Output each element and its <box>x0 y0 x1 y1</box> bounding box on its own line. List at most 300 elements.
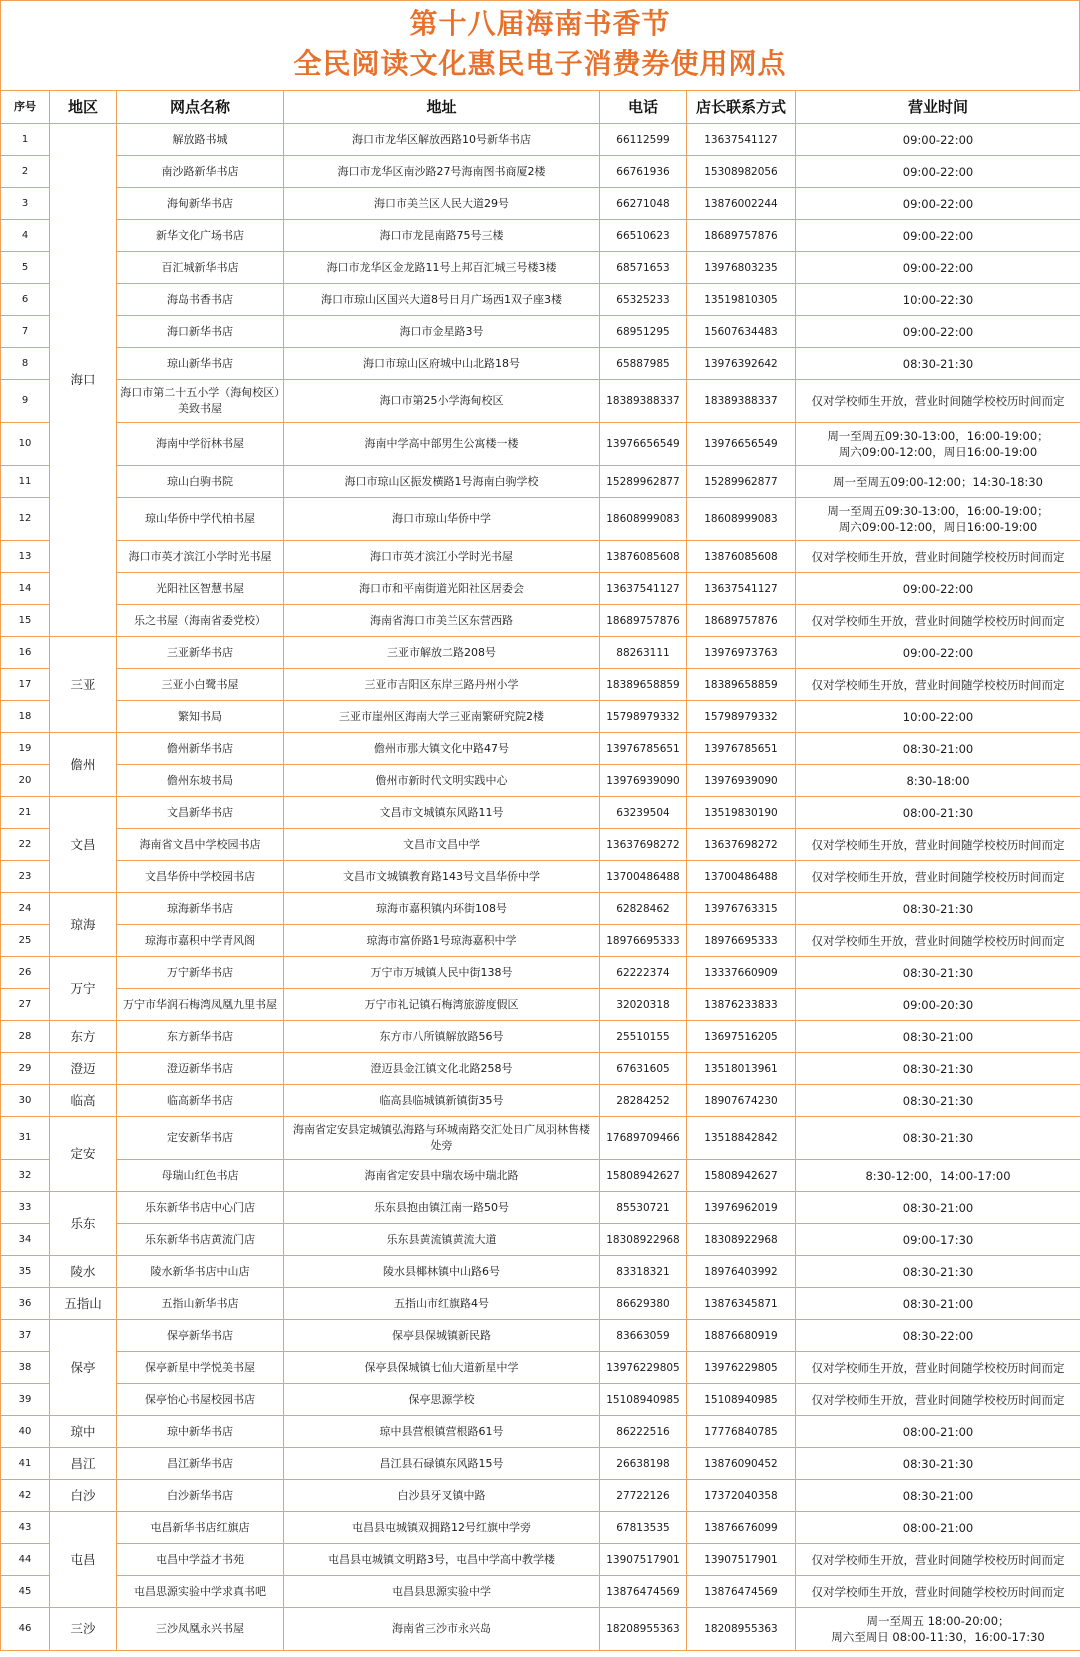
manager-contact: 13637541127 <box>687 573 796 605</box>
header-manager-contact: 店长联系方式 <box>687 91 796 124</box>
outlet-address: 海南省定安县中瑞农场中瑞北路 <box>284 1160 600 1192</box>
row-index: 36 <box>1 1288 50 1320</box>
opening-hours: 08:00-21:00 <box>796 1512 1080 1544</box>
row-index: 3 <box>1 188 50 220</box>
outlet-name: 琼海新华书店 <box>117 893 284 925</box>
outlet-name: 乐东新华书店中心门店 <box>117 1192 284 1224</box>
outlet-phone: 13637698272 <box>600 829 687 861</box>
table-row <box>1 1608 1080 1651</box>
opening-hours: 08:30-21:30 <box>796 1448 1080 1480</box>
outlet-address: 三亚市解放二路208号 <box>284 637 600 669</box>
outlet-address: 文昌市文昌中学 <box>284 829 600 861</box>
table-row <box>1 348 1080 380</box>
region-cell: 万宁 <box>50 957 117 1021</box>
outlet-address: 海口市龙华区解放西路10号新华书店 <box>284 124 600 156</box>
manager-contact: 13876474569 <box>687 1576 796 1608</box>
manager-contact: 13976229805 <box>687 1352 796 1384</box>
outlet-phone: 63239504 <box>600 797 687 829</box>
opening-hours-line: 周六09:00-12:00，周日16:00-19:00 <box>838 520 1038 534</box>
opening-hours: 08:30-21:00 <box>796 1288 1080 1320</box>
outlets-table <box>0 90 1080 1651</box>
manager-contact: 13700486488 <box>687 861 796 893</box>
outlet-phone: 85530721 <box>600 1192 687 1224</box>
table-row <box>1 284 1080 316</box>
outlet-name: 保亭新华书店 <box>117 1320 284 1352</box>
opening-hours: 仅对学校师生开放，营业时间随学校校历时间而定 <box>796 541 1080 573</box>
row-index: 46 <box>1 1608 50 1651</box>
table-row <box>1 1448 1080 1480</box>
opening-hours-line: 周一至周五09:30-13:00，16:00-19:00； <box>827 504 1049 518</box>
opening-hours-line: 周六09:00-12:00，周日16:00-19:00 <box>838 445 1038 459</box>
outlet-phone: 18208955363 <box>600 1608 687 1651</box>
manager-contact: 18976695333 <box>687 925 796 957</box>
table-row <box>1 701 1080 733</box>
outlet-name: 海口市英才滨江小学时光书屋 <box>117 541 284 573</box>
opening-hours-line: 周一至周五09:30-13:00，16:00-19:00； <box>827 429 1049 443</box>
opening-hours: 仅对学校师生开放，营业时间随学校校历时间而定 <box>796 1544 1080 1576</box>
outlet-phone: 17689709466 <box>600 1117 687 1160</box>
region-cell: 琼海 <box>50 893 117 957</box>
manager-contact: 15808942627 <box>687 1160 796 1192</box>
outlet-phone: 65887985 <box>600 348 687 380</box>
manager-contact: 13876345871 <box>687 1288 796 1320</box>
outlet-name: 海口市第二十五小学（海甸校区）美致书屋 <box>117 380 284 423</box>
outlet-address: 临高县临城镇新镇街35号 <box>284 1085 600 1117</box>
table-row <box>1 380 1080 423</box>
manager-contact: 18876680919 <box>687 1320 796 1352</box>
region-cell: 文昌 <box>50 797 117 893</box>
table-row <box>1 1512 1080 1544</box>
table-row <box>1 573 1080 605</box>
outlet-phone: 13976229805 <box>600 1352 687 1384</box>
table-row <box>1 1256 1080 1288</box>
table-row <box>1 957 1080 989</box>
opening-hours: 09:00-22:00 <box>796 124 1080 156</box>
outlet-name: 新华文化广场书店 <box>117 220 284 252</box>
manager-contact: 13876233833 <box>687 989 796 1021</box>
manager-contact: 13337660909 <box>687 957 796 989</box>
manager-contact: 18689757876 <box>687 220 796 252</box>
outlet-name: 繁知书局 <box>117 701 284 733</box>
table-row <box>1 466 1080 498</box>
manager-contact: 15798979332 <box>687 701 796 733</box>
row-index: 4 <box>1 220 50 252</box>
row-index: 16 <box>1 637 50 669</box>
table-row <box>1 498 1080 541</box>
outlet-phone: 13907517901 <box>600 1544 687 1576</box>
opening-hours: 09:00-22:00 <box>796 188 1080 220</box>
row-index: 45 <box>1 1576 50 1608</box>
outlet-name: 母瑞山红色书店 <box>117 1160 284 1192</box>
outlet-phone: 66510623 <box>600 220 687 252</box>
outlet-address: 海口市和平南街道光阳社区居委会 <box>284 573 600 605</box>
table-row <box>1 1288 1080 1320</box>
outlet-address: 万宁市礼记镇石梅湾旅游度假区 <box>284 989 600 1021</box>
outlet-phone: 83318321 <box>600 1256 687 1288</box>
row-index: 8 <box>1 348 50 380</box>
outlet-phone: 13637541127 <box>600 573 687 605</box>
title-line-2: 全民阅读文化惠民电子消费券使用网点 <box>293 47 787 80</box>
region-cell: 东方 <box>50 1021 117 1053</box>
table-row <box>1 1544 1080 1576</box>
outlet-address: 儋州市那大镇文化中路47号 <box>284 733 600 765</box>
table-row <box>1 605 1080 637</box>
outlet-address: 海口市龙华区金龙路11号上邦百汇城三号楼3楼 <box>284 252 600 284</box>
header-index: 序号 <box>1 91 50 124</box>
outlet-name: 东方新华书店 <box>117 1021 284 1053</box>
opening-hours: 仅对学校师生开放，营业时间随学校校历时间而定 <box>796 380 1080 423</box>
manager-contact: 13518013961 <box>687 1053 796 1085</box>
outlet-address: 文昌市文城镇教育路143号文昌华侨中学 <box>284 861 600 893</box>
opening-hours: 08:30-21:30 <box>796 957 1080 989</box>
header-opening-hours: 营业时间 <box>796 91 1080 124</box>
manager-contact: 13518842842 <box>687 1117 796 1160</box>
outlet-name: 万宁新华书店 <box>117 957 284 989</box>
outlet-name: 昌江新华书店 <box>117 1448 284 1480</box>
outlet-address: 海南中学高中部男生公寓楼一楼 <box>284 423 600 466</box>
outlet-phone: 68571653 <box>600 252 687 284</box>
outlet-phone: 13700486488 <box>600 861 687 893</box>
opening-hours: 09:00-22:00 <box>796 573 1080 605</box>
table-row <box>1 1117 1080 1160</box>
outlet-name: 海南中学衍林书屋 <box>117 423 284 466</box>
outlet-name: 解放路书城 <box>117 124 284 156</box>
opening-hours: 08:00-21:30 <box>796 797 1080 829</box>
opening-hours: 09:00-20:30 <box>796 989 1080 1021</box>
row-index: 15 <box>1 605 50 637</box>
manager-contact: 13697516205 <box>687 1021 796 1053</box>
outlet-address: 保亭县保城镇七仙大道新星中学 <box>284 1352 600 1384</box>
outlet-name: 白沙新华书店 <box>117 1480 284 1512</box>
outlet-name: 保亭新星中学悦美书屋 <box>117 1352 284 1384</box>
outlet-phone: 28284252 <box>600 1085 687 1117</box>
manager-contact: 15308982056 <box>687 156 796 188</box>
outlet-name: 海口新华书店 <box>117 316 284 348</box>
opening-hours: 08:30-21:30 <box>796 1117 1080 1160</box>
manager-contact: 13876085608 <box>687 541 796 573</box>
title-block <box>0 0 1080 90</box>
opening-hours: 09:00-22:00 <box>796 316 1080 348</box>
outlet-address: 屯昌县思源实验中学 <box>284 1576 600 1608</box>
manager-contact: 18907674230 <box>687 1085 796 1117</box>
row-index: 41 <box>1 1448 50 1480</box>
region-cell: 琼中 <box>50 1416 117 1448</box>
outlet-phone: 13976785651 <box>600 733 687 765</box>
manager-contact: 13637698272 <box>687 829 796 861</box>
outlet-phone: 68951295 <box>600 316 687 348</box>
manager-contact: 13876676099 <box>687 1512 796 1544</box>
row-index: 1 <box>1 124 50 156</box>
table-row <box>1 925 1080 957</box>
outlet-address: 琼中县营根镇营根路61号 <box>284 1416 600 1448</box>
outlet-phone: 66271048 <box>600 188 687 220</box>
outlet-address: 儋州市新时代文明实践中心 <box>284 765 600 797</box>
header-row <box>1 91 1080 124</box>
opening-hours: 08:30-21:30 <box>796 348 1080 380</box>
manager-contact: 17776840785 <box>687 1416 796 1448</box>
manager-contact: 13876090452 <box>687 1448 796 1480</box>
header-address: 地址 <box>284 91 600 124</box>
table-row <box>1 541 1080 573</box>
table-row <box>1 1160 1080 1192</box>
manager-contact: 15289962877 <box>687 466 796 498</box>
outlet-address: 保亭县保城镇新民路 <box>284 1320 600 1352</box>
table-row <box>1 1352 1080 1384</box>
outlet-address: 海口市金星路3号 <box>284 316 600 348</box>
outlet-phone: 66761936 <box>600 156 687 188</box>
row-index: 39 <box>1 1384 50 1416</box>
outlet-address: 屯昌县屯城镇文明路3号，屯昌中学高中教学楼 <box>284 1544 600 1576</box>
region-cell: 定安 <box>50 1117 117 1192</box>
opening-hours: 09:00-22:00 <box>796 220 1080 252</box>
outlet-address: 海口市琼山华侨中学 <box>284 498 600 541</box>
table-row <box>1 829 1080 861</box>
opening-hours-line: 周一至周五 18:00-20:00； <box>866 1614 1010 1628</box>
row-index: 9 <box>1 380 50 423</box>
row-index: 37 <box>1 1320 50 1352</box>
region-cell: 三亚 <box>50 637 117 733</box>
outlet-address: 昌江县石碌镇东风路15号 <box>284 1448 600 1480</box>
outlet-name: 文昌新华书店 <box>117 797 284 829</box>
table-row <box>1 989 1080 1021</box>
manager-contact: 13907517901 <box>687 1544 796 1576</box>
outlets-table-body <box>1 124 1080 1651</box>
outlet-address: 澄迈县金江镇文化北路258号 <box>284 1053 600 1085</box>
outlet-phone: 65325233 <box>600 284 687 316</box>
outlet-name: 五指山新华书店 <box>117 1288 284 1320</box>
opening-hours: 仅对学校师生开放，营业时间随学校校历时间而定 <box>796 1576 1080 1608</box>
manager-contact: 17372040358 <box>687 1480 796 1512</box>
table-row <box>1 1416 1080 1448</box>
table-row <box>1 423 1080 466</box>
manager-contact: 13976973763 <box>687 637 796 669</box>
outlet-address: 三亚市崖州区海南大学三亚南繁研究院2楼 <box>284 701 600 733</box>
opening-hours: 仅对学校师生开放，营业时间随学校校历时间而定 <box>796 861 1080 893</box>
row-index: 6 <box>1 284 50 316</box>
outlet-address: 东方市八所镇解放路56号 <box>284 1021 600 1053</box>
outlet-name: 保亭怡心书屋校园书店 <box>117 1384 284 1416</box>
outlet-address: 屯昌县屯城镇双拥路12号红旗中学旁 <box>284 1512 600 1544</box>
table-row <box>1 637 1080 669</box>
region-cell: 白沙 <box>50 1480 117 1512</box>
opening-hours: 09:00-22:00 <box>796 252 1080 284</box>
table-row <box>1 124 1080 156</box>
outlet-address: 海口市美兰区人民大道29号 <box>284 188 600 220</box>
table-row <box>1 893 1080 925</box>
table-row <box>1 1021 1080 1053</box>
outlet-name: 琼山华侨中学代柏书屋 <box>117 498 284 541</box>
outlet-name: 光阳社区智慧书屋 <box>117 573 284 605</box>
outlet-phone: 32020318 <box>600 989 687 1021</box>
opening-hours <box>796 1608 1080 1651</box>
outlet-phone: 18608999083 <box>600 498 687 541</box>
table-row <box>1 188 1080 220</box>
row-index: 32 <box>1 1160 50 1192</box>
manager-contact: 15108940985 <box>687 1384 796 1416</box>
opening-hours-line: 周六至周日 08:00-11:30，16:00-17:30 <box>831 1630 1045 1644</box>
manager-contact: 13976803235 <box>687 252 796 284</box>
region-cell: 澄迈 <box>50 1053 117 1085</box>
opening-hours <box>796 423 1080 466</box>
row-index: 2 <box>1 156 50 188</box>
row-index: 14 <box>1 573 50 605</box>
row-index: 7 <box>1 316 50 348</box>
manager-contact: 13976939090 <box>687 765 796 797</box>
outlet-address: 海口市琼山区府城中山北路18号 <box>284 348 600 380</box>
table-row <box>1 797 1080 829</box>
outlet-name: 琼山白驹书院 <box>117 466 284 498</box>
outlet-phone: 86629380 <box>600 1288 687 1320</box>
row-index: 12 <box>1 498 50 541</box>
table-row <box>1 861 1080 893</box>
outlet-address: 琼海市富侨路1号琼海嘉积中学 <box>284 925 600 957</box>
outlet-phone: 13876474569 <box>600 1576 687 1608</box>
opening-hours: 08:30-21:00 <box>796 1480 1080 1512</box>
opening-hours: 仅对学校师生开放，营业时间随学校校历时间而定 <box>796 1384 1080 1416</box>
row-index: 30 <box>1 1085 50 1117</box>
outlet-name: 陵水新华书店中山店 <box>117 1256 284 1288</box>
manager-contact: 13976763315 <box>687 893 796 925</box>
outlet-name: 琼海市嘉积中学青风阁 <box>117 925 284 957</box>
row-index: 18 <box>1 701 50 733</box>
outlet-address: 五指山市红旗路4号 <box>284 1288 600 1320</box>
row-index: 38 <box>1 1352 50 1384</box>
outlet-address: 陵水县椰林镇中山路6号 <box>284 1256 600 1288</box>
outlet-name: 百汇城新华书店 <box>117 252 284 284</box>
manager-contact: 18608999083 <box>687 498 796 541</box>
region-cell: 昌江 <box>50 1448 117 1480</box>
opening-hours: 08:30-21:00 <box>796 1192 1080 1224</box>
opening-hours: 仅对学校师生开放，营业时间随学校校历时间而定 <box>796 1352 1080 1384</box>
region-cell: 保亭 <box>50 1320 117 1416</box>
opening-hours: 8:30-12:00，14:00-17:00 <box>796 1160 1080 1192</box>
region-cell: 临高 <box>50 1085 117 1117</box>
row-index: 31 <box>1 1117 50 1160</box>
row-index: 13 <box>1 541 50 573</box>
opening-hours <box>796 498 1080 541</box>
region-cell: 海口 <box>50 124 117 637</box>
row-index: 29 <box>1 1053 50 1085</box>
manager-contact: 18308922968 <box>687 1224 796 1256</box>
manager-contact: 13976656549 <box>687 423 796 466</box>
table-row <box>1 1192 1080 1224</box>
opening-hours: 8:30-18:00 <box>796 765 1080 797</box>
row-index: 23 <box>1 861 50 893</box>
outlet-name: 三沙凤凰永兴书屋 <box>117 1608 284 1651</box>
outlet-name: 琼山新华书店 <box>117 348 284 380</box>
outlet-name: 儋州东坡书局 <box>117 765 284 797</box>
outlet-phone: 15108940985 <box>600 1384 687 1416</box>
manager-contact: 18689757876 <box>687 605 796 637</box>
outlet-phone: 86222516 <box>600 1416 687 1448</box>
opening-hours: 08:30-22:00 <box>796 1320 1080 1352</box>
outlet-phone: 25510155 <box>600 1021 687 1053</box>
row-index: 11 <box>1 466 50 498</box>
outlet-address: 海口市琼山区振发横路1号海南白驹学校 <box>284 466 600 498</box>
outlet-address: 海口市琼山区国兴大道8号日月广场西1双子座3楼 <box>284 284 600 316</box>
outlet-address: 琼海市嘉积镇内环街108号 <box>284 893 600 925</box>
outlet-phone: 62828462 <box>600 893 687 925</box>
table-row <box>1 156 1080 188</box>
table-row <box>1 1576 1080 1608</box>
outlet-phone: 18689757876 <box>600 605 687 637</box>
outlet-phone: 18389658859 <box>600 669 687 701</box>
outlet-phone: 13976939090 <box>600 765 687 797</box>
table-row <box>1 1320 1080 1352</box>
table-row <box>1 252 1080 284</box>
outlet-name: 南沙路新华书店 <box>117 156 284 188</box>
row-index: 17 <box>1 669 50 701</box>
region-cell: 三沙 <box>50 1608 117 1651</box>
table-row <box>1 1085 1080 1117</box>
outlet-name: 屯昌思源实验中学求真书吧 <box>117 1576 284 1608</box>
row-index: 20 <box>1 765 50 797</box>
manager-contact: 13976785651 <box>687 733 796 765</box>
outlet-address: 海南省海口市美兰区东营西路 <box>284 605 600 637</box>
outlet-name: 三亚小白鹭书屋 <box>117 669 284 701</box>
row-index: 26 <box>1 957 50 989</box>
outlet-name: 海岛书香书店 <box>117 284 284 316</box>
outlet-name: 文昌华侨中学校园书店 <box>117 861 284 893</box>
row-index: 21 <box>1 797 50 829</box>
table-row <box>1 1053 1080 1085</box>
outlet-address: 三亚市吉阳区东岸三路丹州小学 <box>284 669 600 701</box>
outlet-name: 临高新华书店 <box>117 1085 284 1117</box>
outlet-name: 海甸新华书店 <box>117 188 284 220</box>
outlet-address: 白沙县牙叉镇中路 <box>284 1480 600 1512</box>
row-index: 10 <box>1 423 50 466</box>
manager-contact: 13637541127 <box>687 124 796 156</box>
header-phone: 电话 <box>600 91 687 124</box>
outlet-phone: 18389388337 <box>600 380 687 423</box>
opening-hours: 08:30-21:00 <box>796 733 1080 765</box>
row-index: 40 <box>1 1416 50 1448</box>
outlet-address: 海南省三沙市永兴岛 <box>284 1608 600 1651</box>
opening-hours: 08:30-21:30 <box>796 1085 1080 1117</box>
opening-hours: 08:30-21:30 <box>796 893 1080 925</box>
table-row <box>1 316 1080 348</box>
opening-hours: 仅对学校师生开放，营业时间随学校校历时间而定 <box>796 669 1080 701</box>
row-index: 5 <box>1 252 50 284</box>
opening-hours: 仅对学校师生开放，营业时间随学校校历时间而定 <box>796 925 1080 957</box>
outlet-address: 文昌市文城镇东风路11号 <box>284 797 600 829</box>
row-index: 43 <box>1 1512 50 1544</box>
outlet-phone: 67813535 <box>600 1512 687 1544</box>
outlet-name: 海南省文昌中学校园书店 <box>117 829 284 861</box>
table-row <box>1 1224 1080 1256</box>
region-cell: 乐东 <box>50 1192 117 1256</box>
opening-hours: 10:00-22:30 <box>796 284 1080 316</box>
outlet-name: 乐东新华书店黄流门店 <box>117 1224 284 1256</box>
row-index: 44 <box>1 1544 50 1576</box>
opening-hours: 仅对学校师生开放，营业时间随学校校历时间而定 <box>796 829 1080 861</box>
outlet-address: 海口市第25小学海甸校区 <box>284 380 600 423</box>
outlet-phone: 18976695333 <box>600 925 687 957</box>
outlet-phone: 67631605 <box>600 1053 687 1085</box>
opening-hours: 周一至周五09:00-12:00；14:30-18:30 <box>796 466 1080 498</box>
outlet-phone: 15798979332 <box>600 701 687 733</box>
manager-contact: 13876002244 <box>687 188 796 220</box>
row-index: 25 <box>1 925 50 957</box>
title-line-1: 第十八届海南书香节 <box>409 7 671 40</box>
manager-contact: 13976962019 <box>687 1192 796 1224</box>
outlet-phone: 18308922968 <box>600 1224 687 1256</box>
manager-contact: 13519830190 <box>687 797 796 829</box>
outlet-phone: 13876085608 <box>600 541 687 573</box>
region-cell: 屯昌 <box>50 1512 117 1608</box>
outlet-phone: 62222374 <box>600 957 687 989</box>
row-index: 33 <box>1 1192 50 1224</box>
